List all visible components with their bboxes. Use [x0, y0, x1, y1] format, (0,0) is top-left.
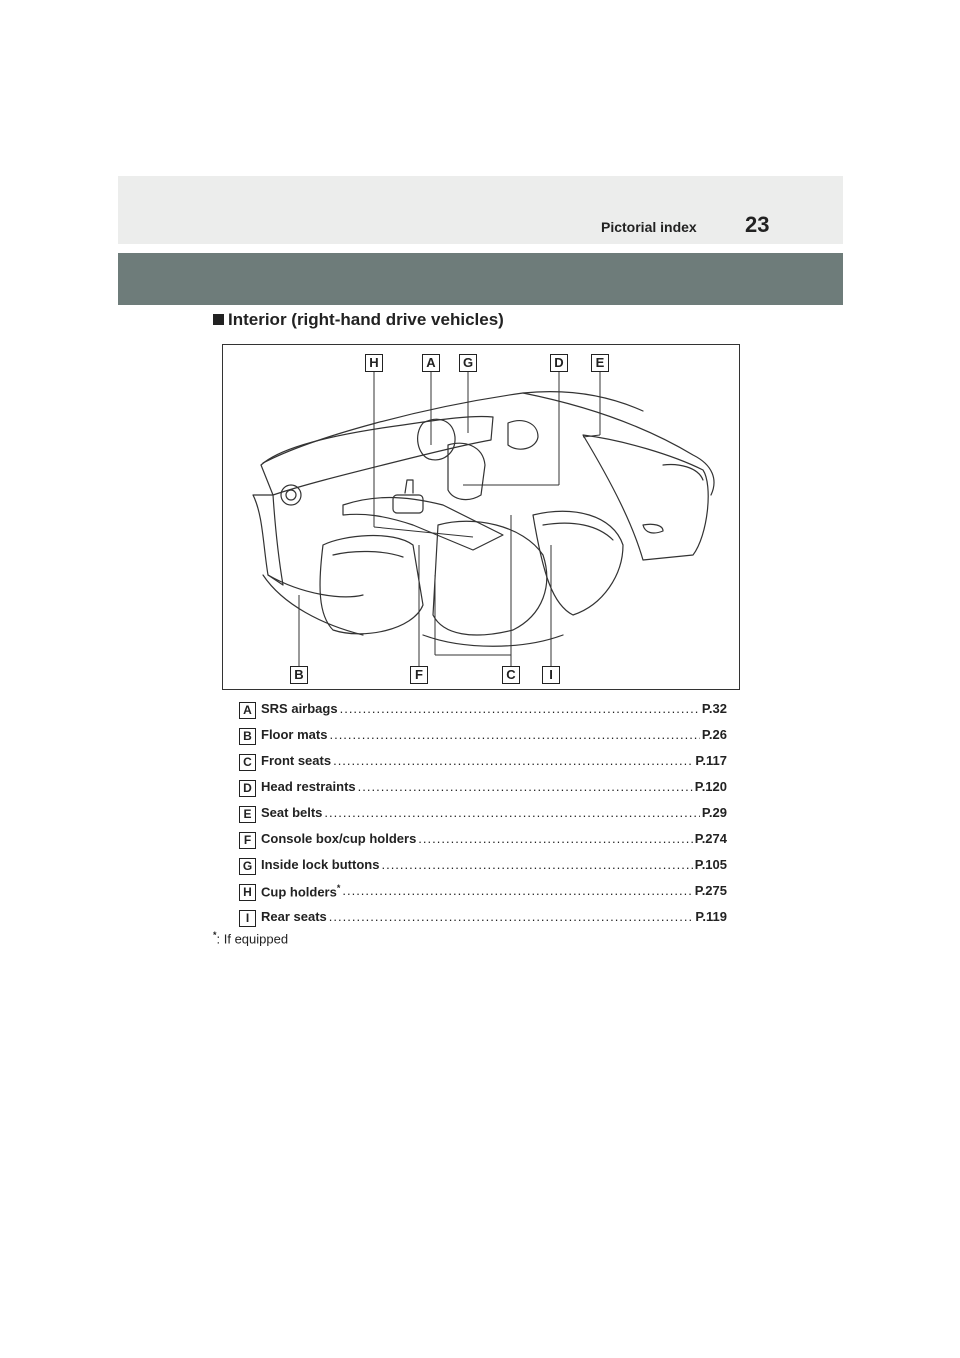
- page-number: 23: [745, 212, 770, 237]
- callout-b: B: [290, 666, 308, 684]
- index-row[interactable]: [239, 801, 727, 827]
- leader-dots: [358, 779, 693, 794]
- dashboard-outline: [261, 416, 493, 495]
- index-row[interactable]: [239, 879, 727, 905]
- index-letter-badge: A: [239, 702, 256, 719]
- rear-seat: [533, 511, 623, 615]
- page-ref-link[interactable]: P.105: [694, 857, 727, 872]
- page-ref-link[interactable]: P.120: [694, 779, 727, 794]
- index-label: Head restraints: [261, 779, 356, 794]
- index-letter-badge: F: [239, 832, 256, 849]
- page-ref-link[interactable]: P.117: [695, 753, 727, 768]
- index-row[interactable]: [239, 749, 727, 775]
- index-row[interactable]: [239, 853, 727, 879]
- page-ref-link[interactable]: P.29: [701, 805, 727, 820]
- header-bar: [118, 253, 843, 305]
- leader-dots: [329, 909, 694, 924]
- index-letter-badge: D: [239, 780, 256, 797]
- heading-square-icon: [213, 314, 224, 325]
- callout-c: C: [502, 666, 520, 684]
- rear-right-panel: [583, 435, 708, 560]
- right-door-handle: [643, 524, 663, 533]
- shift-knob: [405, 480, 413, 493]
- roof-edge: [523, 393, 714, 495]
- callout-e: E: [591, 354, 609, 372]
- windshield-line: [263, 392, 643, 463]
- index-list: [239, 697, 727, 931]
- leader-dots: [342, 883, 692, 899]
- index-label: Floor mats: [261, 727, 328, 742]
- index-letter-badge: I: [239, 910, 256, 927]
- footnote-marker: *: [213, 930, 217, 940]
- index-letter-badge: H: [239, 884, 256, 901]
- index-letter-badge: B: [239, 728, 256, 745]
- leader-dots: [333, 753, 693, 768]
- index-label: Front seats: [261, 753, 332, 768]
- leader-dots: [418, 831, 692, 846]
- index-label: Seat belts: [261, 805, 323, 820]
- car-interior-drawing: [223, 345, 741, 691]
- speaker-left: [281, 485, 301, 505]
- steering-wheel: [418, 419, 455, 460]
- index-row[interactable]: [239, 723, 727, 749]
- front-left-seat: [320, 536, 423, 634]
- callout-i: I: [542, 666, 560, 684]
- leader-dots: [329, 727, 699, 742]
- page-ref-link[interactable]: P.32: [701, 701, 727, 716]
- footnote-text: : If equipped: [216, 931, 289, 947]
- leader-dots: [324, 805, 700, 820]
- asterisk-marker: *: [336, 883, 341, 893]
- index-label: Rear seats: [261, 909, 327, 924]
- floor-right: [423, 635, 563, 646]
- headrest: [508, 421, 538, 449]
- page-ref-link[interactable]: P.274: [694, 831, 727, 846]
- leader-dots: [340, 701, 700, 716]
- index-row[interactable]: [239, 827, 727, 853]
- index-row[interactable]: [239, 697, 727, 723]
- index-letter-badge: G: [239, 858, 256, 875]
- section-heading: [213, 310, 504, 330]
- index-row[interactable]: [239, 905, 727, 931]
- index-row[interactable]: [239, 775, 727, 801]
- header-band: [118, 176, 843, 244]
- index-letter-badge: E: [239, 806, 256, 823]
- index-label: Inside lock buttons: [261, 857, 380, 872]
- footnote: [213, 930, 288, 946]
- callout-f: F: [410, 666, 428, 684]
- front-right-seat-cushion: [433, 521, 547, 635]
- page-ref-link[interactable]: P.119: [695, 909, 727, 924]
- callout-a: A: [422, 354, 440, 372]
- index-label: SRS airbags: [261, 701, 338, 716]
- interior-illustration: [222, 344, 740, 690]
- callout-d: D: [550, 354, 568, 372]
- left-door-panel: [253, 495, 283, 585]
- index-label: Console box/cup holders: [261, 831, 417, 846]
- index-letter-badge: C: [239, 754, 256, 771]
- section-heading-text: Interior (right-hand drive vehicles): [228, 310, 504, 329]
- front-right-seat-back: [448, 443, 485, 499]
- page-ref-link[interactable]: P.275: [694, 883, 727, 898]
- page-ref-link[interactable]: P.26: [701, 727, 727, 742]
- section-title: Pictorial index: [601, 219, 697, 235]
- callout-h: H: [365, 354, 383, 372]
- leader-lines: [299, 371, 600, 667]
- leader-dots: [381, 857, 692, 872]
- callout-g: G: [459, 354, 477, 372]
- index-label: Cup holders*: [261, 883, 341, 900]
